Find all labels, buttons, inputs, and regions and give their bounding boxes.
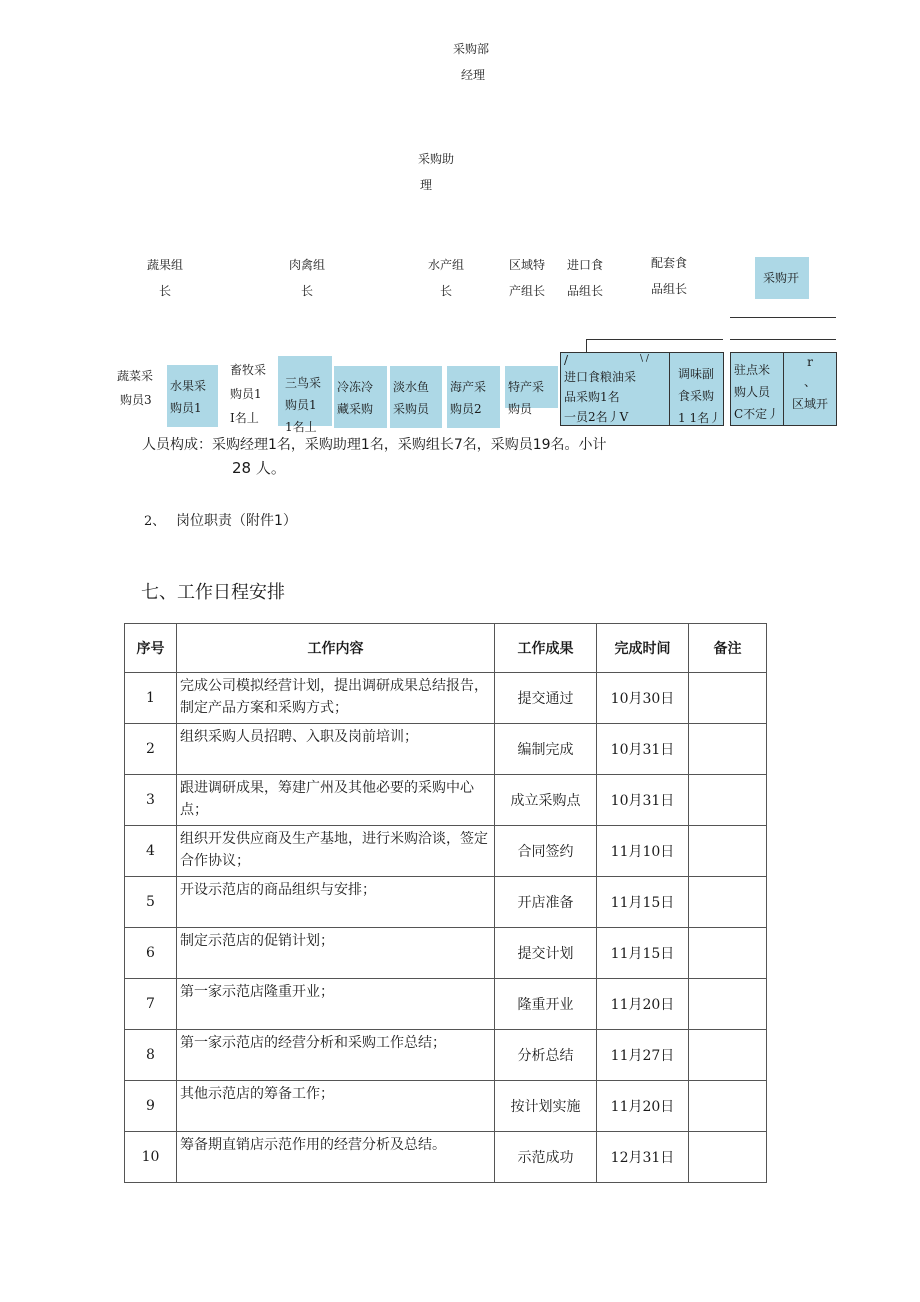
cell-result: 提交计划 (495, 928, 597, 979)
header-content: 工作内容 (177, 624, 495, 673)
duties-number: 2、 (144, 514, 166, 529)
staff-label: 1名丄 (285, 420, 317, 434)
cell-note (689, 1081, 767, 1132)
cell-result: 按计划实施 (495, 1081, 597, 1132)
dev-box-label: 采购开 (763, 271, 800, 285)
group-regional (509, 252, 545, 304)
group-label: 长 (300, 284, 313, 298)
cell-note (689, 1132, 767, 1183)
staff-label: 冷冻冷 (337, 380, 374, 394)
staff-label: 购员3 (120, 393, 152, 407)
staff-veg (117, 364, 153, 412)
table-row (125, 826, 767, 877)
cell-result: 编制完成 (495, 724, 597, 775)
cell-result: 成立采购点 (495, 775, 597, 826)
staff-label: / (564, 353, 569, 367)
cell-note (689, 673, 767, 724)
cell-date: 11月15日 (597, 877, 689, 928)
staff-label: 调味副 (678, 367, 715, 381)
cell-content: 制定示范店的促销计划； (177, 928, 495, 979)
staff-label: 购员1 (170, 401, 202, 415)
cell-no: 10 (125, 1132, 177, 1183)
group-aquatic (426, 252, 466, 304)
table-row (125, 877, 767, 928)
cell-date: 10月31日 (597, 724, 689, 775)
table-row (125, 1132, 767, 1183)
assistant-label-1: 采购助 (418, 152, 455, 166)
staff-label: 采购员 (393, 402, 430, 416)
assistant-label-2: 理 (420, 178, 433, 192)
staff-label: 蔬菜采 (117, 369, 154, 383)
cell-no: 5 (125, 877, 177, 928)
table-row (125, 1030, 767, 1081)
cell-date: 11月20日 (597, 979, 689, 1030)
cell-date: 11月27日 (597, 1030, 689, 1081)
group-label: 区域特 (509, 258, 546, 272)
staff-label: 区域开 (791, 397, 828, 411)
cell-content: 开设示范店的商品组织与安排； (177, 877, 495, 928)
table-row (125, 724, 767, 775)
table-row (125, 1081, 767, 1132)
group-label: 水产组 (427, 258, 464, 272)
cell-note (689, 775, 767, 826)
cell-note (689, 979, 767, 1030)
staff-condiment (669, 352, 724, 426)
cell-note (689, 724, 767, 775)
staff-label: 海产采 (450, 380, 487, 394)
staff-label: 购员2 (450, 402, 482, 416)
group-label: 进口食 (567, 258, 604, 272)
table-row (125, 673, 767, 724)
group-label: 配套食 (651, 256, 688, 270)
staff-poultry (278, 356, 332, 434)
cell-content: 其他示范店的筹备工作； (177, 1081, 495, 1132)
cell-date: 11月20日 (597, 1081, 689, 1132)
staff-label: 水果采 (170, 379, 207, 393)
manager-node (453, 36, 489, 88)
header-no: 序号 (125, 624, 177, 673)
group-imported (567, 252, 603, 304)
staff-label: 藏采购 (337, 402, 374, 416)
staff-resident (730, 352, 784, 426)
group-label: 长 (158, 284, 171, 298)
connector-line (586, 339, 587, 352)
staff-label: 进口食粮油采 (564, 370, 637, 384)
staff-label: I名丄 (230, 411, 259, 425)
cell-no: 2 (125, 724, 177, 775)
cell-content: 组织开发供应商及生产基地，进行米购洽谈，签定合作协议； (177, 826, 495, 877)
group-label: 产组长 (509, 284, 546, 298)
staff-label: 驻点米 (734, 363, 771, 377)
cell-content: 组织采购人员招聘、入职及岗前培训； (177, 724, 495, 775)
staff-label: 、 (803, 375, 816, 389)
cell-note (689, 826, 767, 877)
cell-result: 提交通过 (495, 673, 597, 724)
staffing-line-1: 人员构成：采购经理1名，采购助理1名，采购组长7名，采购员19名。小计 (142, 437, 607, 453)
cell-no: 1 (125, 673, 177, 724)
staff-label: 一员2名丿V (564, 410, 629, 424)
cell-content: 跟进调研成果，筹建广州及其他必要的采购中心点； (177, 775, 495, 826)
table-header-row (125, 624, 767, 673)
cell-date: 11月10日 (597, 826, 689, 877)
group-label: 品组长 (651, 282, 688, 296)
staff-livestock (230, 358, 266, 430)
cell-no: 6 (125, 928, 177, 979)
divider-line (730, 339, 836, 340)
manager-label-2: 经理 (461, 68, 486, 82)
cell-date: 11月15日 (597, 928, 689, 979)
staff-label: 购员1 (230, 387, 262, 401)
divider-line (730, 317, 836, 318)
cell-result: 分析总结 (495, 1030, 597, 1081)
dev-box (755, 257, 809, 299)
cell-no: 9 (125, 1081, 177, 1132)
group-label: 长 (439, 284, 452, 298)
header-note: 备注 (689, 624, 767, 673)
cell-note (689, 928, 767, 979)
staff-label: r (807, 355, 813, 369)
table-row (125, 775, 767, 826)
cell-content: 完成公司模拟经营计划，提出调研成果总结报告，制定产品方案和采购方式； (177, 673, 495, 724)
schedule-table (124, 623, 767, 1183)
staff-label: 畜牧采 (230, 363, 267, 377)
group-veg-fruit (145, 252, 185, 304)
cell-date: 10月31日 (597, 775, 689, 826)
group-supporting (651, 250, 687, 302)
cell-note (689, 1030, 767, 1081)
staff-specialty (505, 366, 558, 416)
staff-label: 三鸟采 (285, 376, 322, 390)
cell-no: 3 (125, 775, 177, 826)
staff-label: 食采购 (678, 389, 715, 403)
duties-text: 岗位职责（附件1） (176, 513, 297, 529)
staff-label: 购员 (508, 402, 533, 416)
staffing-line-2: 28 人。 (232, 459, 286, 477)
connector-line (586, 339, 723, 340)
header-result: 工作成果 (495, 624, 597, 673)
staff-fish (390, 366, 442, 428)
group-label: 品组长 (567, 284, 604, 298)
staff-label: 购人员 (734, 385, 771, 399)
table-row (125, 928, 767, 979)
cell-result: 示范成功 (495, 1132, 597, 1183)
group-label: 肉禽组 (288, 258, 325, 272)
group-label: 蔬果组 (146, 258, 183, 272)
cell-content: 筹备期直销店示范作用的经营分析及总结。 (177, 1132, 495, 1183)
staff-frozen (334, 366, 387, 428)
staff-fruit (167, 365, 218, 427)
staff-regional-dev (783, 352, 837, 426)
staff-label: 1 1名丿 (678, 411, 722, 425)
imported-mark: \ / (640, 354, 649, 364)
staff-label: 购员1 (285, 398, 317, 412)
group-meat-poultry (287, 252, 327, 304)
staff-label: 品采购1名 (564, 390, 620, 404)
assistant-node (418, 146, 454, 198)
staff-label: C不定丿 (734, 407, 780, 421)
staff-imported (560, 352, 670, 426)
section-title: 七、工作日程安排 (141, 582, 285, 603)
cell-date: 12月31日 (597, 1132, 689, 1183)
header-date: 完成时间 (597, 624, 689, 673)
cell-result: 隆重开业 (495, 979, 597, 1030)
cell-no: 4 (125, 826, 177, 877)
manager-label-1: 采购部 (453, 42, 490, 56)
staff-label: 特产采 (508, 380, 545, 394)
staff-label: 淡水鱼 (393, 380, 430, 394)
cell-no: 8 (125, 1030, 177, 1081)
cell-content: 第一家示范店的经营分析和采购工作总结； (177, 1030, 495, 1081)
cell-note (689, 877, 767, 928)
staff-seafood (447, 366, 500, 428)
cell-no: 7 (125, 979, 177, 1030)
table-row (125, 979, 767, 1030)
cell-result: 开店准备 (495, 877, 597, 928)
cell-date: 10月30日 (597, 673, 689, 724)
cell-content: 第一家示范店隆重开业； (177, 979, 495, 1030)
cell-result: 合同签约 (495, 826, 597, 877)
